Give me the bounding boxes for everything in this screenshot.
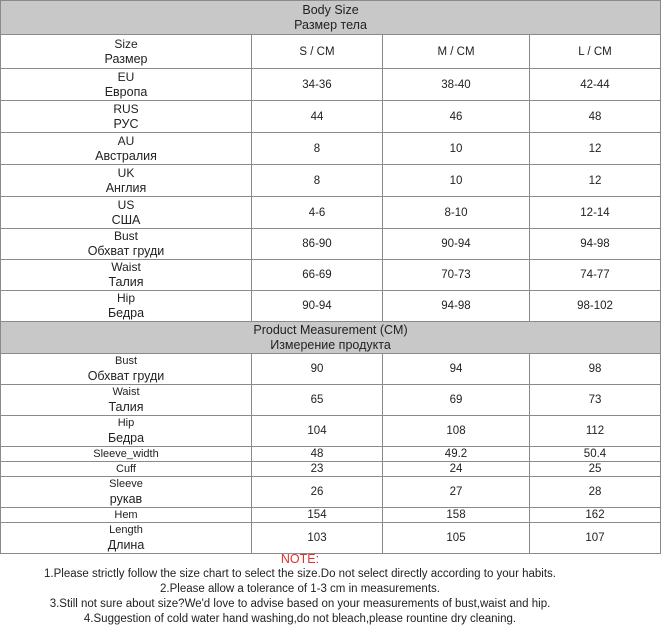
row-label-ru: Бедра [107,431,145,445]
value-cell: 38-40 [383,69,530,101]
note-line: 1.Please strictly follow the size chart to select the size.Do not select directly according to your habits. [44,568,556,580]
row-label-ru: Европа [104,84,148,99]
value-cell: 105 [383,523,530,554]
body-size-row [1,229,661,260]
value-cell: 12 [530,165,661,197]
value-cell: 26 [252,477,383,508]
row-label-cell [1,447,252,462]
value-cell: 34-36 [252,69,383,101]
row-label-cell [1,291,252,322]
size-col-header: M / CM [383,35,530,69]
value-cell: 10 [383,133,530,165]
body-size-row [1,291,661,322]
value-cell: 158 [383,508,530,523]
row-label-cell [1,416,252,447]
value-cell: 10 [383,165,530,197]
value-cell: 90-94 [252,291,383,322]
value-cell: 94-98 [530,229,661,260]
row-label-cell [1,508,252,523]
row-label-cell [1,197,252,229]
value-cell: 27 [383,477,530,508]
product-row [1,462,661,477]
value-cell: 112 [530,416,661,447]
value-cell: 73 [530,385,661,416]
product-row [1,416,661,447]
product-title-cell [1,322,661,354]
note-line: 4.Suggestion of cold water hand washing,do not bleach,please rountine dry cleaning. [83,613,517,625]
row-label-en: Waist [112,386,140,398]
value-cell: 48 [530,101,661,133]
value-cell: 25 [530,462,661,477]
row-label-en: Cuff [116,463,136,475]
value-cell: 46 [383,101,530,133]
value-cell: 90 [252,354,383,385]
row-label-en: AU [117,133,135,148]
row-label-en: EU [117,69,135,84]
value-cell: 104 [252,416,383,447]
row-label-ru: РУС [113,116,139,131]
row-label-cell [1,101,252,133]
row-label-en: UK [117,165,135,180]
row-label-ru: Англия [105,180,147,195]
row-label-ru: Австралия [95,148,157,163]
value-cell: 48 [252,447,383,462]
value-cell: 162 [530,508,661,523]
row-label-ru: США [111,212,141,227]
value-cell: 65 [252,385,383,416]
size-label-ru: Размер [104,51,148,66]
value-cell: 98 [530,354,661,385]
size-header-row [1,35,661,69]
value-cell: 94 [383,354,530,385]
value-cell: 42-44 [530,69,661,101]
row-label-cell [1,385,252,416]
product-section-header [1,322,661,354]
row-label-ru: Бедра [107,306,145,320]
note-line: 3.Still not sure about size?We'd love to advise based on your measurements of bust,waist and hip. [49,598,551,610]
row-label-en: RUS [113,101,139,116]
row-label-cell [1,165,252,197]
size-label-cell [1,35,252,69]
product-row [1,523,661,554]
value-cell: 44 [252,101,383,133]
row-label-en: Length [109,524,143,536]
row-label-cell [1,133,252,165]
row-label-en: Hem [114,509,138,521]
product-row [1,477,661,508]
value-cell: 8 [252,133,383,165]
body-size-row [1,101,661,133]
body-size-row [1,197,661,229]
value-cell: 50.4 [530,447,661,462]
value-cell: 28 [530,477,661,508]
body-size-title-cell [1,1,661,35]
value-cell: 70-73 [383,260,530,291]
product-row [1,508,661,523]
body-size-section-header [1,1,661,35]
body-size-row [1,260,661,291]
row-label-en: Bust [113,229,138,243]
row-label-cell [1,523,252,554]
size-table-body [1,1,661,554]
value-cell: 12-14 [530,197,661,229]
row-label-en: Hip [116,291,135,305]
notes-block [0,552,600,627]
row-label-cell [1,354,252,385]
value-cell: 24 [383,462,530,477]
product-row [1,354,661,385]
value-cell: 90-94 [383,229,530,260]
row-label-en: Sleeve_width [93,448,159,460]
body-size-title-en: Body Size [302,2,359,17]
row-label-en: Sleeve [109,478,143,490]
row-label-en: Bust [114,355,137,367]
value-cell: 154 [252,508,383,523]
value-cell: 8-10 [383,197,530,229]
row-label-ru: Обхват груди [87,244,165,258]
body-size-title-ru: Размер тела [294,17,367,32]
body-size-row [1,69,661,101]
value-cell: 103 [252,523,383,554]
row-label-ru: Талия [108,275,144,289]
row-label-en: US [117,197,135,212]
value-cell: 12 [530,133,661,165]
note-line: 2.Please allow a tolerance of 1-3 cm in measurements. [160,583,440,595]
value-cell: 23 [252,462,383,477]
row-label-cell [1,260,252,291]
value-cell: 108 [383,416,530,447]
row-label-cell [1,69,252,101]
product-title-en: Product Measurement (CM) [253,322,408,337]
value-cell: 98-102 [530,291,661,322]
row-label-cell [1,229,252,260]
value-cell: 69 [383,385,530,416]
row-label-ru: Талия [108,400,144,414]
row-label-ru: рукав [109,492,143,506]
row-label-en: Hip [117,417,135,429]
value-cell: 107 [530,523,661,554]
size-label-en: Size [114,36,138,51]
body-size-row [1,165,661,197]
value-cell: 4-6 [252,197,383,229]
row-label-en: Waist [111,260,141,274]
value-cell: 66-69 [252,260,383,291]
value-cell: 86-90 [252,229,383,260]
value-cell: 49.2 [383,447,530,462]
row-label-ru: Длина [107,538,145,552]
size-col-header: L / CM [530,35,661,69]
value-cell: 94-98 [383,291,530,322]
row-label-cell [1,462,252,477]
row-label-cell [1,477,252,508]
note-title: NOTE: [280,552,320,566]
body-size-row [1,133,661,165]
product-title-ru: Измерение продукта [270,337,391,352]
product-row [1,385,661,416]
value-cell: 74-77 [530,260,661,291]
product-row [1,447,661,462]
value-cell: 8 [252,165,383,197]
size-col-header: S / CM [252,35,383,69]
row-label-ru: Обхват груди [87,369,165,383]
